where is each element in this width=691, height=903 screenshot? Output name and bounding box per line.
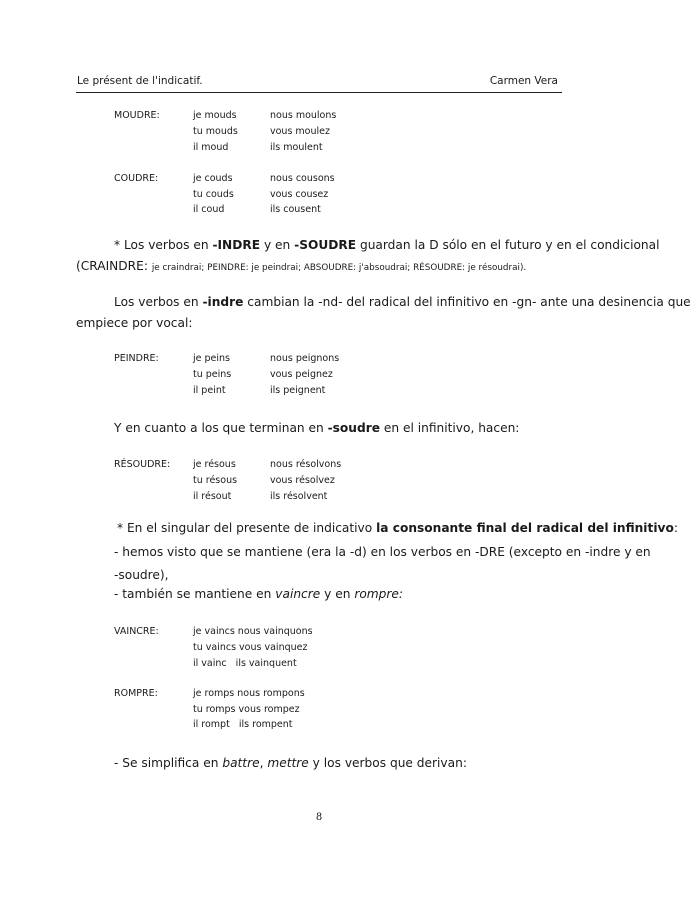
peindre-sg-3: il peint [193,385,226,396]
rompre-line-3: il rompt ils rompent [193,719,293,730]
peindre-pl-1: nous peignons [270,353,340,364]
page-number: 8 [315,812,323,823]
peindre-pl-3: ils peignent [270,385,326,396]
rompre-line-2: tu romps vous rompez [193,704,300,715]
rule2-line2: empiece por vocal: [76,316,193,330]
peindre-sg-2: tu peins [193,369,232,380]
rule1-line1 [114,238,660,252]
verb-coudre: COUDRE: [114,173,159,184]
rule4-line2: - hemos visto que se mantiene (era la -d) en los verbos en -DRE (excepto en -indre y en [114,545,651,559]
rule4-line4 [114,587,403,601]
peindre-pl-2: vous peignez [270,369,333,380]
rule4-consonant: la consonante final del radical del infinitivo [376,521,674,535]
header-left: Le présent de l'indicatif. [77,75,203,87]
rule4-line1 [117,521,678,535]
rule4-l4-a: - también se mantiene en [114,587,276,601]
vaincre-line-3: il vainc ils vainquent [193,658,297,669]
rule4-rompre: rompre: [354,587,404,601]
rompre-line-1: je romps nous rompons [193,688,305,699]
rule1-examples: je craindrai; PEINDRE: je peindrai; ABSOUDRE: j'absoudrai; RÉSOUDRE: je résoudrai). [151,263,527,273]
moudre-sg-2: tu mouds [193,126,238,137]
rule1-line2 [76,259,526,273]
rule5-text-e: y los verbos que derivan: [308,756,467,770]
vaincre-line-1: je vaincs nous vainquons [193,626,313,637]
moudre-pl-2: vous moulez [270,126,330,137]
rule5-text-a: - Se simplifica en [114,756,223,770]
moudre-pl-3: ils moulent [270,142,323,153]
header-rule [76,92,562,93]
rule5-line [114,756,467,770]
rule5-text-c: , [259,756,268,770]
coudre-sg-1: je couds [193,173,233,184]
rule1-indre: -INDRE [212,238,261,252]
verb-peindre: PEINDRE: [114,353,159,364]
rule3-text-c: en el infinitivo, hacen: [379,421,520,435]
rule1-text-a: * Los verbos en [114,238,213,252]
coudre-pl-1: nous cousons [270,173,335,184]
rule3-text-a: Y en cuanto a los que terminan en [114,421,328,435]
rule3-soudre: -soudre [327,421,380,435]
rule4-vaincre: vaincre [275,587,321,601]
rule5-battre: battre [222,756,260,770]
moudre-sg-1: je mouds [193,110,237,121]
resoudre-sg-1: je résous [193,459,236,470]
resoudre-pl-3: ils résolvent [270,491,328,502]
verb-resoudre: RÉSOUDRE: [114,459,171,470]
resoudre-pl-1: nous résolvons [270,459,342,470]
rule4-text-a: * En el singular del presente de indicativo [117,521,377,535]
coudre-pl-2: vous cousez [270,189,329,200]
resoudre-sg-2: tu résous [193,475,238,486]
rule2-text-c: cambian la -nd- del radical del infinitivo en -gn- ante una desinencia que [243,295,691,309]
rule1-text-c: y en [260,238,295,252]
resoudre-pl-2: vous résolvez [270,475,335,486]
vaincre-line-2: tu vaincs vous vainquez [193,642,308,653]
rule3-line [114,421,519,435]
coudre-sg-2: tu couds [193,189,234,200]
peindre-sg-1: je peins [193,353,230,364]
verb-vaincre: VAINCRE: [114,626,159,637]
verb-rompre: ROMPRE: [114,688,158,699]
rule4-text-c: : [673,521,678,535]
rule1-soudre: -SOUDRE [294,238,357,252]
verb-moudre: MOUDRE: [114,110,160,121]
header-right: Carmen Vera [489,75,558,87]
rule1-text-e: guardan la D sólo en el futuro y en el condicional [356,238,660,252]
rule4-l4-c: y en [320,587,355,601]
rule2-line1 [114,295,691,309]
rule1-craindre: (CRAINDRE: [76,259,152,273]
moudre-pl-1: nous moulons [270,110,337,121]
resoudre-sg-3: il résout [193,491,232,502]
rule5-mettre: mettre [267,756,309,770]
coudre-sg-3: il coud [193,204,225,215]
moudre-sg-3: il moud [193,142,229,153]
rule2-text-a: Los verbos en [114,295,203,309]
rule2-indre: -indre [202,295,244,309]
rule4-line3: -soudre), [114,568,169,582]
coudre-pl-3: ils cousent [270,204,321,215]
